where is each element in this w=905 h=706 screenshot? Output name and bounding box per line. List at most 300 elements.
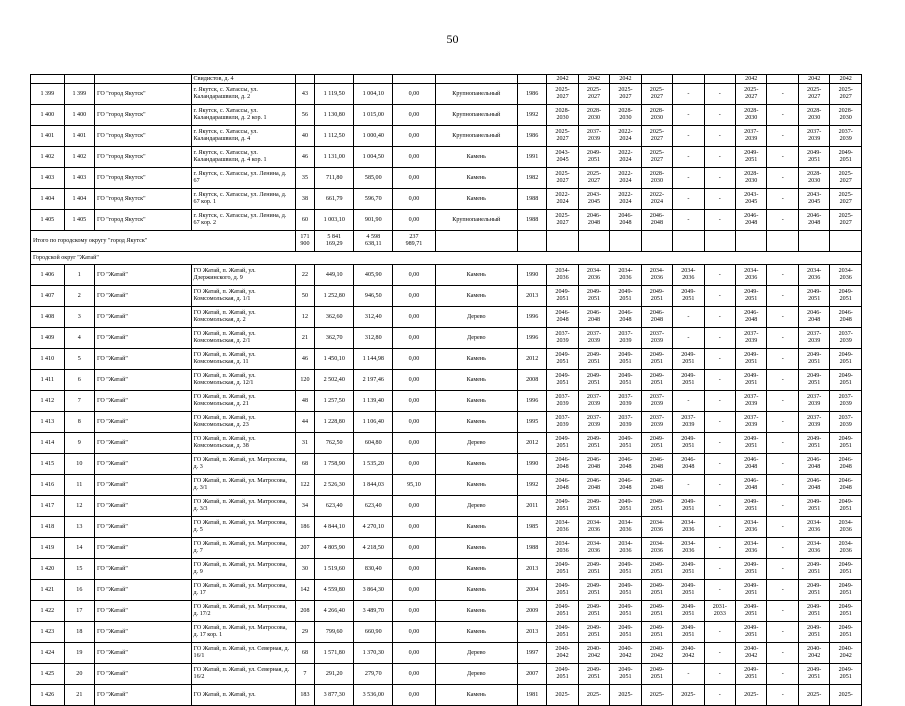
period-cell-line: 2046- <box>586 478 602 484</box>
period-cell-line: 2030 <box>650 178 663 184</box>
period-cell-line: - <box>781 292 784 299</box>
period-cell <box>830 685 862 706</box>
wall-material-cell: Камень <box>435 391 517 412</box>
municipality-cell: ГО "Жатай" <box>95 496 192 517</box>
period-cell-line: 2027 <box>650 136 663 142</box>
row-number-local-cell: 7 <box>64 391 94 412</box>
period-cell <box>798 210 829 231</box>
period-cell <box>610 580 641 601</box>
period-cell-line: 2049- <box>649 604 664 610</box>
period-cell-line: 2025- <box>838 192 853 198</box>
row-number-local-cell: 21 <box>64 685 94 706</box>
period-cell-line: 2051 <box>587 443 601 449</box>
address-cell: ГО Жатай, п. Жатай, ул. Матросова, д. 7 <box>191 538 295 559</box>
row-number-local-cell: 8 <box>64 412 94 433</box>
address-cell: Свидистов, д. 4 <box>191 75 295 84</box>
period-cell-line: - <box>687 195 690 202</box>
period-cell-line: 2051 <box>745 359 758 365</box>
period-cell <box>767 210 798 231</box>
value-c-cell: 1 139,40 <box>354 391 393 412</box>
period-cell <box>767 559 798 580</box>
value-c-cell: 1 004,50 <box>354 147 393 168</box>
period-cell <box>704 370 735 391</box>
period-cell-line: - <box>718 439 721 446</box>
period-cell <box>641 580 672 601</box>
period-cell-line: - <box>718 397 721 404</box>
period-cell-line: 2049- <box>744 373 759 379</box>
value-c-cell: 4 270,10 <box>354 517 393 538</box>
row-number-local-cell: 1 400 <box>64 105 94 126</box>
period-cell <box>610 210 641 231</box>
period-cell-line: 2051 <box>839 359 852 365</box>
period-cell-line: - <box>718 586 721 593</box>
period-cell-line: 2049- <box>838 289 853 295</box>
period-cell-line: 2049- <box>744 625 759 631</box>
value-b-cell: 762,50 <box>315 433 354 454</box>
period-cell <box>547 517 578 538</box>
period-cell-line: 2049- <box>649 352 664 358</box>
period-cell <box>610 328 641 349</box>
period-cell <box>798 265 829 286</box>
period-cell <box>641 370 672 391</box>
period-cell-line: 2039 <box>745 338 758 344</box>
empty-cell <box>830 231 862 252</box>
period-cell-line: 2028- <box>555 108 570 114</box>
address-cell: г. Якутск, с. Хатассы, ул. Ленина, д. 67 <box>191 168 295 189</box>
period-cell-line: 2042 <box>587 653 601 659</box>
period-cell <box>578 370 609 391</box>
row-number-cell: 1 407 <box>31 286 65 307</box>
wall-material-cell: Дерево <box>435 328 517 349</box>
period-cell <box>578 622 609 643</box>
address-cell: ГО Жатай, п. Жатай, ул. Матросова, д. 17 <box>191 580 295 601</box>
period-cell <box>767 349 798 370</box>
value-b-cell: 1 450,10 <box>315 349 354 370</box>
value-d-cell: 0,00 <box>393 496 435 517</box>
period-cell-line: - <box>718 376 721 383</box>
period-cell <box>767 105 798 126</box>
period-cell-line: 2046- <box>744 478 759 484</box>
subtotal-d-cell-line: 989,71 <box>405 241 423 247</box>
value-a-cell: 183 <box>295 685 315 706</box>
period-cell <box>673 559 704 580</box>
period-cell-line: - <box>781 174 784 181</box>
period-cell <box>578 643 609 664</box>
municipality-cell: ГО "город Якутск" <box>95 189 192 210</box>
period-cell-line: 2046- <box>618 213 633 219</box>
empty-cell <box>435 231 517 252</box>
period-cell <box>830 475 862 496</box>
period-cell-line: 2051 <box>650 632 663 638</box>
period-cell <box>547 685 578 706</box>
period-cell <box>547 189 578 210</box>
period-cell <box>578 538 609 559</box>
year-cell <box>641 75 672 84</box>
period-cell-line: 2027 <box>808 94 821 100</box>
period-cell-line: 2051 <box>556 443 569 449</box>
period-cell-line: 2025- <box>838 87 853 93</box>
period-cell <box>736 189 767 210</box>
period-cell-line: 2046- <box>649 457 664 463</box>
period-cell <box>798 685 829 706</box>
period-cell-line: 2028- <box>838 108 853 114</box>
period-cell-line: 2039 <box>556 422 569 428</box>
period-cell-line: 2049- <box>681 604 696 610</box>
period-cell-line: - <box>718 292 721 299</box>
period-cell <box>704 664 735 685</box>
period-cell <box>830 433 862 454</box>
address-cell: ГО Жатай, п. Жатай, ул. Матросова, д. 3/3 <box>191 496 295 517</box>
period-cell-line: 2022- <box>618 192 633 198</box>
period-cell <box>641 126 672 147</box>
value-a-cell: 120 <box>295 370 315 391</box>
period-cell <box>798 349 829 370</box>
period-cell-line: 2039 <box>650 422 663 428</box>
period-cell-line: 2045 <box>556 157 569 163</box>
period-cell-line: 2042 <box>839 653 852 659</box>
period-cell-line: 2048 <box>650 317 663 323</box>
period-cell-line: 2048 <box>587 464 601 470</box>
row-number-cell: 1 404 <box>31 189 65 210</box>
value-b-cell: 1 571,80 <box>315 643 354 664</box>
period-cell <box>641 538 672 559</box>
period-cell <box>578 580 609 601</box>
table-row <box>31 286 862 307</box>
period-cell <box>641 265 672 286</box>
value-a-cell: 12 <box>295 307 315 328</box>
period-cell-line: 2049- <box>744 352 759 358</box>
period-cell <box>736 496 767 517</box>
period-cell-line: 2049- <box>681 373 696 379</box>
row-number-cell: 1 408 <box>31 307 65 328</box>
row-number-local-cell: 2 <box>64 286 94 307</box>
period-cell <box>578 126 609 147</box>
address-cell: ГО Жатай, п. Жатай, ул. Комсомольская, д. 38 <box>191 433 295 454</box>
period-cell-line: 2049- <box>586 289 602 295</box>
period-cell <box>798 286 829 307</box>
period-cell-line: - <box>718 195 721 202</box>
table-row <box>31 538 862 559</box>
period-cell-line: 2049- <box>618 562 633 568</box>
period-cell-line: 2048 <box>650 220 663 226</box>
period-cell-line: 2049- <box>586 667 602 673</box>
period-cell-line: 2028- <box>744 108 759 114</box>
row-number-local-cell: 1 403 <box>64 168 94 189</box>
row-number-cell: 1 412 <box>31 391 65 412</box>
row-number-local-cell: 1 399 <box>64 84 94 105</box>
period-cell-line: 2051 <box>808 506 821 512</box>
period-cell-line: 2049- <box>807 604 822 610</box>
value-a-cell: 122 <box>295 475 315 496</box>
period-cell-line: 2051 <box>587 157 601 163</box>
value-b-cell: 291,20 <box>315 664 354 685</box>
empty-cell <box>736 231 767 252</box>
period-cell-line: 2049- <box>649 562 664 568</box>
period-cell-line: 2036 <box>808 275 821 281</box>
period-cell-line: - <box>718 565 721 572</box>
period-cell-line: 2034- <box>744 541 759 547</box>
period-cell-line: 2049- <box>586 373 602 379</box>
period-cell-line: 2025- <box>618 691 633 698</box>
period-cell-line: 2051 <box>556 674 569 680</box>
address-cell: ГО Жатай, п. Жатай, ул. Комсомольская, д. 2/1 <box>191 328 295 349</box>
value-b-cell: 623,40 <box>315 496 354 517</box>
period-cell <box>641 349 672 370</box>
build-year-cell: 2008 <box>518 370 547 391</box>
period-cell <box>641 210 672 231</box>
period-cell-line: 2049- <box>744 604 759 610</box>
period-cell-line: 2025- <box>807 87 822 93</box>
period-cell <box>767 328 798 349</box>
row-number-local-cell: 14 <box>64 538 94 559</box>
subtotal-c-cell <box>354 231 393 252</box>
period-cell <box>736 286 767 307</box>
period-cell-line: 2027 <box>839 178 852 184</box>
value-b-cell: 1 758,90 <box>315 454 354 475</box>
period-cell-line: - <box>718 90 721 97</box>
table-row <box>31 664 862 685</box>
period-cell <box>704 475 735 496</box>
value-b-cell: 4 266,40 <box>315 601 354 622</box>
row-number-cell: 1 400 <box>31 105 65 126</box>
address-cell: ГО Жатай, п. Жатай, ул. Комсомольская, д. 1/1 <box>191 286 295 307</box>
period-cell <box>704 643 735 664</box>
table-row <box>31 517 862 538</box>
period-cell-line: 2046- <box>586 310 602 316</box>
municipality-cell: ГО "Жатай" <box>95 349 192 370</box>
period-cell <box>547 622 578 643</box>
period-cell-line: 2024 <box>619 199 632 205</box>
build-year-cell: 1996 <box>518 391 547 412</box>
period-cell-line: 2034- <box>838 268 853 274</box>
period-cell-line: 2037- <box>586 415 602 421</box>
address-cell: ГО Жатай, п. Жатай, ул. Матросова, д. 17 кор. 1 <box>191 622 295 643</box>
period-cell <box>767 265 798 286</box>
period-cell-line: 2031- <box>712 604 727 610</box>
row-number-local-cell: 17 <box>64 601 94 622</box>
municipality-cell: ГО "Жатай" <box>95 622 192 643</box>
period-cell-line: 2049- <box>618 604 633 610</box>
period-cell <box>767 307 798 328</box>
period-cell-line: 2051 <box>587 380 601 386</box>
period-cell <box>673 189 704 210</box>
value-a-cell: 44 <box>295 412 315 433</box>
period-cell-line: 2039 <box>839 338 852 344</box>
housing-register-table <box>30 74 862 706</box>
period-cell <box>641 168 672 189</box>
period-cell-line: 2049- <box>807 667 822 673</box>
period-cell-line: - <box>718 649 721 656</box>
build-year-cell: 2013 <box>518 622 547 643</box>
period-cell-line: 2045 <box>587 199 601 205</box>
period-cell-line: 2051 <box>556 380 569 386</box>
period-cell <box>610 454 641 475</box>
period-cell <box>767 412 798 433</box>
period-cell <box>704 168 735 189</box>
period-cell <box>610 685 641 706</box>
period-cell <box>610 538 641 559</box>
period-cell-line: 2049- <box>618 352 633 358</box>
period-cell-line: 2037- <box>807 129 822 135</box>
period-cell <box>736 412 767 433</box>
period-cell <box>798 559 829 580</box>
period-cell-line: 2030 <box>839 115 852 121</box>
period-cell-line: 2049- <box>807 499 822 505</box>
period-cell-line: 2034- <box>618 268 633 274</box>
period-cell <box>547 412 578 433</box>
period-cell-line: 2025- <box>649 691 664 698</box>
table-row <box>31 622 862 643</box>
value-b-cell: 362,70 <box>315 328 354 349</box>
table-body <box>31 75 862 706</box>
period-cell <box>610 622 641 643</box>
period-cell-line: 2051 <box>808 674 821 680</box>
period-cell-line: 2046- <box>838 457 853 463</box>
period-cell-line: 2042 <box>619 653 632 659</box>
period-cell-line: 2049- <box>807 562 822 568</box>
period-cell-line: 2051 <box>556 611 569 617</box>
build-year-cell: 2012 <box>518 349 547 370</box>
value-b-cell: 3 877,30 <box>315 685 354 706</box>
period-cell <box>830 643 862 664</box>
period-cell-line: 2051 <box>556 569 569 575</box>
table-row <box>31 147 862 168</box>
period-cell <box>578 349 609 370</box>
period-cell-line: 2040- <box>807 646 822 652</box>
period-cell <box>704 685 735 706</box>
period-cell-line: 2036 <box>587 527 601 533</box>
period-cell <box>547 454 578 475</box>
municipality-cell: ГО "Жатай" <box>95 307 192 328</box>
period-cell-line: 2039 <box>650 401 663 407</box>
municipality-cell: ГО "Жатай" <box>95 265 192 286</box>
period-cell-line: 2049- <box>681 583 696 589</box>
value-c-cell: 3 864,30 <box>354 580 393 601</box>
period-cell-line: - <box>687 334 690 341</box>
value-d-cell: 0,00 <box>393 412 435 433</box>
period-cell-line: 2039 <box>619 422 632 428</box>
period-cell-line: 2048 <box>682 464 695 470</box>
period-cell-line: 2048 <box>619 220 632 226</box>
period-cell-line: - <box>781 439 784 446</box>
table-row <box>31 496 862 517</box>
empty-cell <box>673 231 704 252</box>
wall-material-cell: Камень <box>435 147 517 168</box>
period-cell-line: 2022- <box>618 171 633 177</box>
wall-material-cell: Крупнопанельный <box>435 84 517 105</box>
value-d-cell: 0,00 <box>393 147 435 168</box>
period-cell-line: - <box>718 313 721 320</box>
period-cell-line: 2049- <box>618 373 633 379</box>
value-d-cell: 0,00 <box>393 559 435 580</box>
period-cell <box>578 475 609 496</box>
address-cell: г. Якутск, с. Хатассы, ул. Ленина, д. 67 кор. 2 <box>191 210 295 231</box>
period-cell-line: - <box>718 271 721 278</box>
row-number-cell: 1 399 <box>31 84 65 105</box>
address-cell: ГО Жатай, п. Жатай, ул. Комсомольская, д. 21 <box>191 391 295 412</box>
period-cell <box>704 517 735 538</box>
period-cell-line: 2037- <box>586 331 602 337</box>
period-cell-line: - <box>718 418 721 425</box>
address-cell: г. Якутск, с. Хатассы, ул. Ленина, д. 67 кор. 1 <box>191 189 295 210</box>
value-d-cell: 0,00 <box>393 517 435 538</box>
period-cell-line: 2025- <box>807 691 822 698</box>
municipality-cell: ГО "Жатай" <box>95 433 192 454</box>
wall-material-cell: Дерево <box>435 664 517 685</box>
period-cell-line: 2049- <box>838 667 853 673</box>
subtotal-b-cell-line: 169,29 <box>325 241 343 247</box>
wall-material-cell: Камень <box>435 412 517 433</box>
period-cell-line: 2046- <box>838 310 853 316</box>
period-cell <box>578 559 609 580</box>
period-cell <box>798 538 829 559</box>
period-cell-line: 2051 <box>650 506 663 512</box>
period-cell <box>641 286 672 307</box>
period-cell-line: 2036 <box>619 548 632 554</box>
subtotal-b-cell-line: 5 841 <box>327 234 342 240</box>
period-cell-line: 2028- <box>744 171 759 177</box>
period-cell-line: 2037- <box>555 331 570 337</box>
period-cell <box>736 601 767 622</box>
value-d-cell: 0,00 <box>393 433 435 454</box>
table-row <box>31 265 862 286</box>
period-cell <box>798 189 829 210</box>
period-cell-line: 2051 <box>556 590 569 596</box>
period-cell-line: - <box>718 628 721 635</box>
municipality-cell: ГО "Жатай" <box>95 454 192 475</box>
value-a-cell: 7 <box>295 664 315 685</box>
period-cell-line: 2051 <box>682 359 695 365</box>
build-year-cell: 2013 <box>518 286 547 307</box>
value-c-cell: 279,70 <box>354 664 393 685</box>
period-cell <box>578 454 609 475</box>
value-d-cell: 95,10 <box>393 475 435 496</box>
period-cell-line: 2049- <box>744 436 759 442</box>
period-cell <box>547 328 578 349</box>
period-cell-line: - <box>781 397 784 404</box>
value-a-cell: 31 <box>295 433 315 454</box>
period-cell-line: 2049- <box>744 667 759 673</box>
period-cell-line: 2051 <box>682 380 695 386</box>
period-cell-line: 2036 <box>556 548 569 554</box>
period-cell-line: - <box>687 153 690 160</box>
period-cell <box>798 580 829 601</box>
period-cell-line: - <box>718 334 721 341</box>
period-cell-line: 2051 <box>587 359 601 365</box>
period-cell-line: 2051 <box>682 296 695 302</box>
period-cell-line: - <box>718 111 721 118</box>
value-c-cell: 1 370,30 <box>354 643 393 664</box>
address-cell: ГО Жатай, п. Жатай, ул. Северная, д. 16/2 <box>191 664 295 685</box>
period-cell-line: 2051 <box>556 296 569 302</box>
wall-material-cell: Камень <box>435 286 517 307</box>
value-d-cell: 0,00 <box>393 643 435 664</box>
value-d-cell: 0,00 <box>393 454 435 475</box>
period-cell-line: 2048 <box>808 464 821 470</box>
value-c-cell: 1 844,03 <box>354 475 393 496</box>
period-cell <box>736 370 767 391</box>
period-cell <box>610 189 641 210</box>
period-cell-line: 2051 <box>619 296 632 302</box>
period-cell <box>830 307 862 328</box>
period-cell-line: 2049- <box>555 667 570 673</box>
period-cell <box>673 433 704 454</box>
period-cell-line: 2049- <box>618 289 633 295</box>
value-d-cell: 0,00 <box>393 538 435 559</box>
period-cell <box>736 168 767 189</box>
municipality-cell: ГО "Жатай" <box>95 412 192 433</box>
period-cell <box>641 664 672 685</box>
